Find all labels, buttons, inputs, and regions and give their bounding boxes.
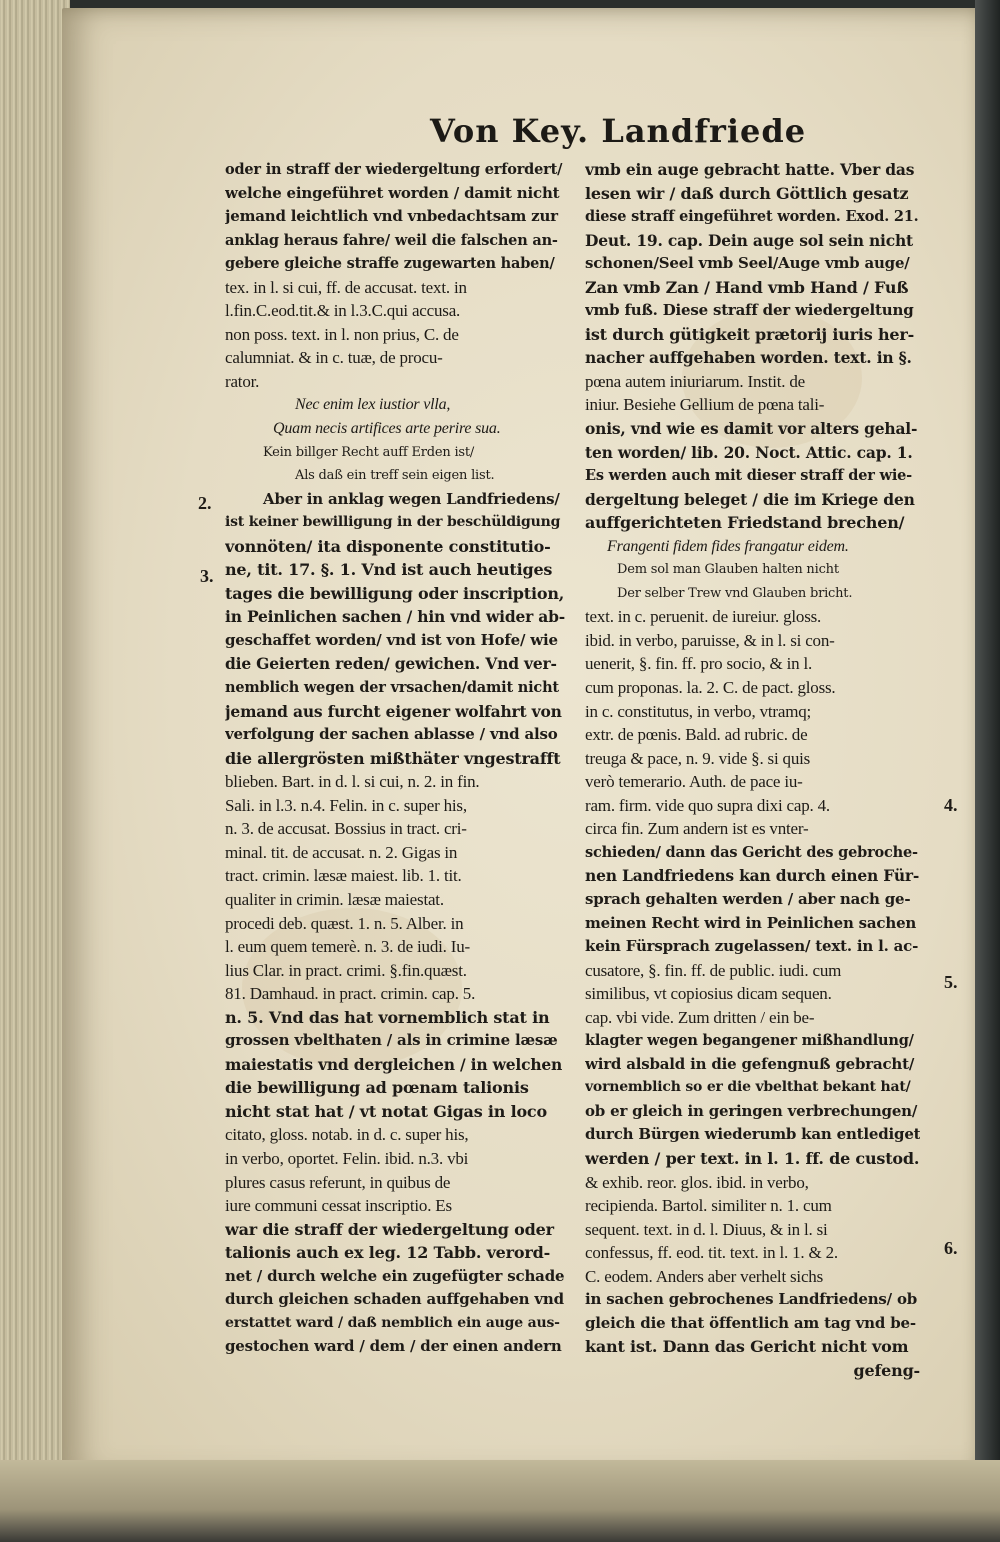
text-line: nemblich wegen der vrsachen/damit nicht [225, 679, 559, 697]
text-line: nen Landfriedens kan durch einen Für- [585, 866, 920, 886]
text-line: gebere gleiche straffe zugewarten haben/ [225, 255, 555, 273]
text-line: Zan vmb Zan / Hand vmb Hand / Fuß [585, 277, 909, 297]
text-line: recipienda. Bartol. similiter n. 1. cum [585, 1196, 832, 1216]
text-line: cap. vbi vide. Zum dritten / ein be- [585, 1007, 815, 1027]
text-line: ten worden/ lib. 20. Noct. Attic. cap. 1. [585, 442, 913, 462]
text-line: die Geierten reden/ gewichen. Vnd ver- [225, 654, 557, 674]
text-line: ob er gleich in geringen verbrechungen/ [585, 1101, 918, 1120]
text-line: die bewilligung ad pœnam talionis [225, 1078, 529, 1098]
text-line: Deut. 19. cap. Dein auge sol sein nicht [585, 230, 913, 250]
text-line: nicht stat hat / vt notat Gigas in loco [225, 1101, 547, 1121]
text-line: durch Bürgen wiederumb kan entlediget [585, 1125, 920, 1144]
text-line: net / durch welche ein zugefügter schade [225, 1266, 565, 1285]
page-gutter-shadow [975, 0, 1000, 1542]
text-line: gefeng- [853, 1360, 920, 1380]
text-line: war die straff der wiedergeltung oder [225, 1219, 554, 1239]
text-line: vornemblich so er die vbelthat bekant hat/ [585, 1079, 911, 1096]
text-line: citato, gloss. notab. in d. c. super his, [225, 1125, 469, 1145]
text-line: oder in straff der wiedergeltung erfordert/ [225, 161, 563, 178]
text-line: vmb fuß. Diese straff der wiedergeltung [585, 301, 914, 320]
text-line: verfolgung der sachen ablasse / vnd also [225, 725, 558, 744]
text-line: jemand aus furcht eigener wolfahrt von [225, 701, 562, 721]
text-line: durch gleichen schaden auffgehaben vnd [225, 1290, 564, 1309]
margin-number-3: 3. [200, 566, 214, 586]
text-line: anklag heraus fahre/ weil die falschen an- [225, 231, 558, 249]
text-line: & exhib. reor. glos. ibid. in verbo, [585, 1172, 809, 1192]
text-line: werden / per text. in l. 1. ff. de custod. [585, 1148, 920, 1168]
text-line: nacher auffgehaben worden. text. in §. [585, 348, 912, 368]
text-line: verò temerario. Auth. de pace iu- [585, 772, 803, 792]
text-line: text. in c. peruenit. de iureiur. gloss. [585, 607, 822, 627]
text-line: blieben. Bart. in d. l. si cui, n. 2. in fin. [225, 772, 480, 792]
text-line: sprach gehalten werden / aber nach ge- [585, 889, 911, 908]
text-line: Der selber Trew vnd Glauben bricht. [617, 585, 853, 601]
text-line: minal. tit. de accusat. n. 2. Gigas in [225, 842, 458, 862]
text-line: Es werden auch mit dieser straff der wie- [585, 467, 912, 485]
text-line: in Peinlichen sachen / hin vnd wider ab- [225, 607, 565, 627]
margin-number-2: 2. [198, 493, 212, 513]
text-line: ram. firm. vide quo supra dixi cap. 4. [585, 795, 830, 815]
text-line: onis, vnd wie es damit vor alters gehal- [585, 419, 918, 439]
text-line: tages die bewilligung oder inscription, [225, 583, 565, 603]
text-line: Kein billger Recht auff Erden ist/ [263, 444, 475, 460]
text-line: tract. crimin. læsæ maiest. lib. 1. tit. [225, 866, 462, 886]
text-line: die allergrösten mißthäter vngestrafft [225, 748, 561, 768]
text-line: Nec enim lex iustior vlla, [295, 396, 451, 414]
text-line: tex. in l. si cui, ff. de accusat. text. in [225, 277, 467, 297]
text-line: vonnöten/ ita disponente constitutio- [225, 536, 551, 556]
text-line: maiestatis vnd dergleichen / in welchen [225, 1054, 563, 1074]
text-line: lesen wir / daß durch Göttlich gesatz [585, 183, 909, 203]
text-line: talionis auch ex leg. 12 Tabb. verord- [225, 1243, 551, 1263]
book-page-edges [0, 0, 70, 1542]
text-line: cum proponas. la. 2. C. de pact. gloss. [585, 678, 836, 698]
text-line: Quam necis artifices arte perire sua. [273, 420, 501, 438]
margin-number-5: 5. [944, 972, 958, 992]
text-line: extr. de pœnis. Bald. ad rubric. de [585, 725, 808, 745]
text-line: Aber in anklag wegen Landfriedens/ [263, 489, 560, 508]
text-line: schonen/Seel vmb Seel/Auge vmb auge/ [585, 254, 910, 273]
right-text-column [585, 158, 920, 1382]
text-line: erstattet ward / daß nemblich ein auge aus- [225, 1314, 560, 1331]
text-line: diese straff eingeführet worden. Exod. 21. [585, 208, 919, 226]
text-line: Sali. in l.3. n.4. Felin. in c. super his, [225, 795, 467, 815]
text-line: n. 5. Vnd das hat vornemblich stat in [225, 1007, 550, 1027]
text-line: jemand leichtlich vnd vnbedachtsam zur [225, 207, 558, 226]
margin-number-4: 4. [944, 795, 958, 815]
text-line: qualiter in crimin. læsæ maiestat. [225, 889, 444, 909]
text-line: in verbo, oportet. Felin. ibid. n.3. vbi [225, 1148, 469, 1168]
text-line: welche eingeführet worden / damit nicht [225, 183, 560, 202]
text-line: auffgerichteten Friedstand brechen/ [585, 513, 905, 533]
text-line: l.fin.C.eod.tit.& in l.3.C.qui accusa. [225, 301, 461, 321]
running-header: Von Key. Landfriede [430, 112, 807, 150]
text-line: calumniat. & in c. tuæ, de procu- [225, 348, 443, 368]
text-line: pœna autem iniuriarum. Instit. de [585, 371, 806, 391]
text-line: ne, tit. 17. §. 1. Vnd ist auch heutiges [225, 560, 553, 580]
text-line: ist durch gütigkeit prætorij iuris her- [585, 324, 915, 344]
text-line: treuga & pace, n. 9. vide §. si quis [585, 748, 811, 768]
text-line: kant ist. Dann das Gericht nicht vom [585, 1337, 909, 1357]
text-line: confessus, ff. eod. tit. text. in l. 1. & 2. [585, 1243, 838, 1263]
text-line: uenerit, §. fin. ff. pro socio, & in l. [585, 654, 813, 674]
margin-number-6: 6. [944, 1238, 958, 1258]
text-line: in sachen gebrochenes Landfriedens/ ob [585, 1290, 918, 1309]
text-line: plures casus referunt, in quibus de [225, 1172, 451, 1192]
text-line: procedi deb. quæst. 1. n. 5. Alber. in [225, 913, 464, 933]
text-line: iniur. Besiehe Gellium de pœna tali- [585, 395, 825, 415]
text-line: meinen Recht wird in Peinlichen sachen [585, 913, 917, 932]
text-line: circa fin. Zum andern ist es vnter- [585, 819, 809, 839]
text-line: cusatore, §. fin. ff. de public. iudi. cum [585, 960, 842, 980]
text-line: non poss. text. in l. non prius, C. de [225, 324, 459, 344]
text-line: wird alsbald in die gefengnuß gebracht/ [585, 1054, 915, 1073]
text-line: schieden/ dann das Gericht des gebroche- [585, 843, 918, 861]
text-line: Frangenti fidem fides frangatur eidem. [607, 537, 849, 555]
text-line: in c. constitutus, in verbo, vtramq; [585, 701, 812, 721]
text-line: grossen vbelthaten / als in crimine læsæ [225, 1031, 558, 1050]
text-line: similibus, vt copiosius dicam sequen. [585, 984, 832, 1004]
text-line: Als daß ein treff sein eigen list. [295, 468, 495, 484]
text-line: sequent. text. in d. l. Diuus, & in l. si [585, 1219, 828, 1239]
text-line: kein Fürsprach zugelassen/ text. in l. ac- [585, 937, 919, 956]
text-line: iure communi cessat inscriptio. Es [225, 1196, 452, 1216]
book-bottom-edge [0, 1460, 1000, 1542]
text-line: ibid. in verbo, paruisse, & in l. si con- [585, 630, 835, 650]
text-line: Dem sol man Glauben halten nicht [617, 562, 839, 578]
text-line: lius Clar. in pract. crimi. §.fin.quæst. [225, 960, 467, 980]
text-line: gleich die that öffentlich am tag vnd be- [585, 1313, 916, 1332]
text-line: dergeltung beleget / die im Kriege den [585, 489, 915, 509]
text-line: geschaffet worden/ vnd ist von Hofe/ wie [225, 630, 558, 649]
text-line: 81. Damhaud. in pract. crimin. cap. 5. [225, 984, 476, 1004]
text-line: l. eum quem temerè. n. 3. de iudi. Iu- [225, 937, 470, 957]
text-line: C. eodem. Anders aber verhelt sichs [585, 1266, 824, 1286]
text-line: vmb ein auge gebracht hatte. Vber das [585, 160, 915, 179]
text-line: rator. [225, 371, 260, 391]
text-line: n. 3. de accusat. Bossius in tract. cri- [225, 819, 467, 839]
left-text-column [225, 158, 565, 1359]
text-line: ist keiner bewilligung in der beschüldigung [225, 514, 561, 531]
text-line: gestochen ward / dem / der einen andern [225, 1337, 562, 1356]
text-line: klagter wegen begangener mißhandlung/ [585, 1032, 914, 1050]
